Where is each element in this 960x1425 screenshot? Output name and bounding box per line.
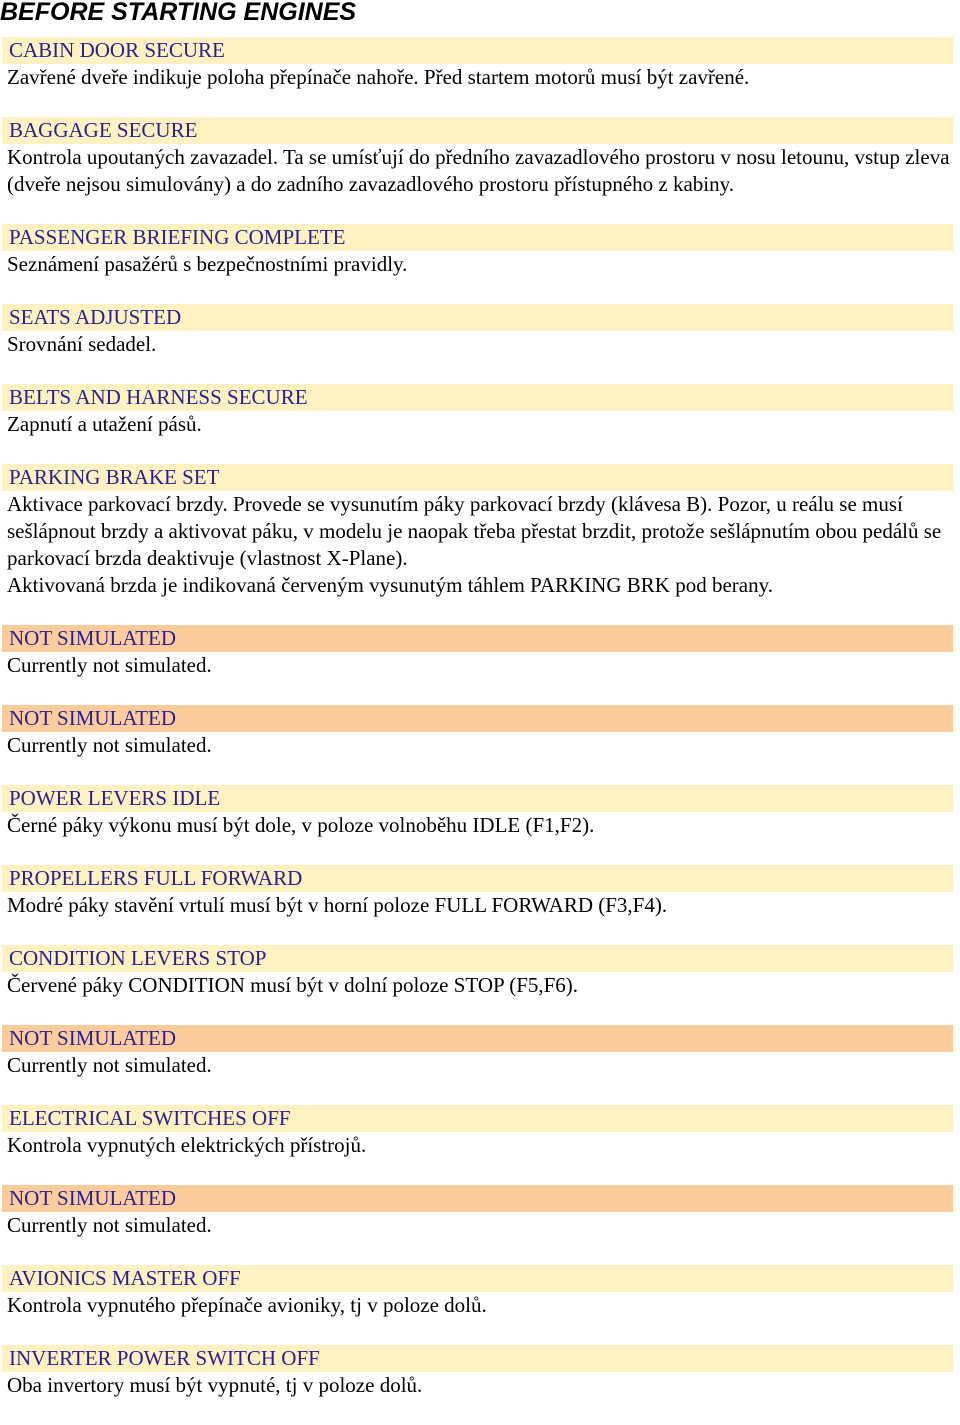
description-paragraph: Kontrola vypnutého přepínače avioniky, tj v poloze dolů. (7, 1293, 487, 1317)
checklist-heading: SEATS ADJUSTED (2, 304, 953, 331)
checklist-description (0, 652, 960, 679)
checklist-heading: PARKING BRAKE SET (2, 464, 953, 491)
checklist-description (0, 1052, 960, 1079)
checklist-heading: PASSENGER BRIEFING COMPLETE (2, 224, 953, 251)
checklist (0, 37, 960, 1425)
description-paragraph: Currently not simulated. (7, 733, 212, 757)
checklist-item (0, 1265, 960, 1319)
description-paragraph: Červené páky CONDITION musí být v dolní poloze STOP (F5,F6). (7, 973, 579, 997)
checklist-item (0, 1105, 960, 1159)
checklist-item (0, 705, 960, 759)
checklist-description (0, 732, 960, 759)
description-paragraph: Currently not simulated. (7, 1213, 212, 1237)
checklist-item (0, 464, 960, 599)
checklist-description (0, 491, 960, 599)
checklist-heading: ELECTRICAL SWITCHES OFF (2, 1105, 953, 1132)
checklist-item (0, 1185, 960, 1239)
description-paragraph: Srovnání sedadel. (7, 332, 157, 356)
checklist-item (0, 945, 960, 999)
checklist-description (0, 331, 960, 358)
checklist-heading: BAGGAGE SECURE (2, 117, 953, 144)
description-paragraph: Currently not simulated. (7, 1053, 212, 1077)
checklist-item (0, 865, 960, 919)
checklist-item (0, 224, 960, 278)
checklist-heading: CABIN DOOR SECURE (2, 37, 953, 64)
checklist-item (0, 625, 960, 679)
checklist-heading: AVIONICS MASTER OFF (2, 1265, 953, 1292)
checklist-item (0, 384, 960, 438)
checklist-description (0, 251, 960, 278)
description-paragraph: Currently not simulated. (7, 653, 212, 677)
not-simulated-heading: NOT SIMULATED (2, 705, 953, 732)
not-simulated-heading: NOT SIMULATED (2, 1025, 953, 1052)
description-paragraph: Kontrola vypnutých elektrických přístrojů. (7, 1133, 367, 1157)
checklist-description (0, 1292, 960, 1319)
description-paragraph: Seznámení pasažérů s bezpečnostními pravidly. (7, 252, 408, 276)
checklist-item (0, 785, 960, 839)
description-paragraph: Zavřené dveře indikuje poloha přepínače nahoře. Před startem motorů musí být zavřené. (7, 65, 750, 89)
checklist-description (0, 972, 960, 999)
description-paragraph: Aktivovaná brzda je indikovaná červeným vysunutým táhlem PARKING BRK pod berany. (7, 573, 773, 597)
checklist-item (0, 304, 960, 358)
checklist-description (0, 892, 960, 919)
checklist-description (0, 1212, 960, 1239)
checklist-item (0, 1345, 960, 1399)
description-paragraph: Oba invertory musí být vypnuté, tj v poloze dolů. (7, 1373, 423, 1397)
checklist-item (0, 1025, 960, 1079)
checklist-item (0, 37, 960, 91)
description-paragraph: Kontrola upoutaných zavazadel. Ta se umísťují do předního zavazadlového prostoru v nosu letounu, vstup zleva (dveře nejsou simulovány) a do zadního zavazadlového prostoru přístupného z kabiny. (7, 145, 950, 196)
checklist-description (0, 64, 960, 91)
description-paragraph: Aktivace parkovací brzdy. Provede se vysunutím páky parkovací brzdy (klávesa B). Pozor, u reálu se musí sešlápnout brzdy a aktivovat páku, v modelu je naopak třeba přestat brzdit, protože sešlápnutím obou pedálů se parkovací brzda deaktivuje (vlastnost X-Plane). (7, 492, 942, 570)
description-paragraph: Černé páky výkonu musí být dole, v poloze volnoběhu IDLE (F1,F2). (7, 813, 595, 837)
description-paragraph: Zapnutí a utažení pásů. (7, 412, 202, 436)
checklist-heading: POWER LEVERS IDLE (2, 785, 953, 812)
checklist-description (0, 144, 960, 198)
checklist-heading: PROPELLERS FULL FORWARD (2, 865, 953, 892)
checklist-description (0, 1132, 960, 1159)
checklist-item (0, 117, 960, 198)
checklist-heading: BELTS AND HARNESS SECURE (2, 384, 953, 411)
not-simulated-heading: NOT SIMULATED (2, 625, 953, 652)
page-title: BEFORE STARTING ENGINES (0, 0, 357, 26)
not-simulated-heading: NOT SIMULATED (2, 1185, 953, 1212)
checklist-description (0, 812, 960, 839)
checklist-description (0, 411, 960, 438)
checklist-description (0, 1372, 960, 1399)
description-paragraph: Modré páky stavění vrtulí musí být v horní poloze FULL FORWARD (F3,F4). (7, 893, 668, 917)
checklist-heading: INVERTER POWER SWITCH OFF (2, 1345, 953, 1372)
checklist-heading: CONDITION LEVERS STOP (2, 945, 953, 972)
